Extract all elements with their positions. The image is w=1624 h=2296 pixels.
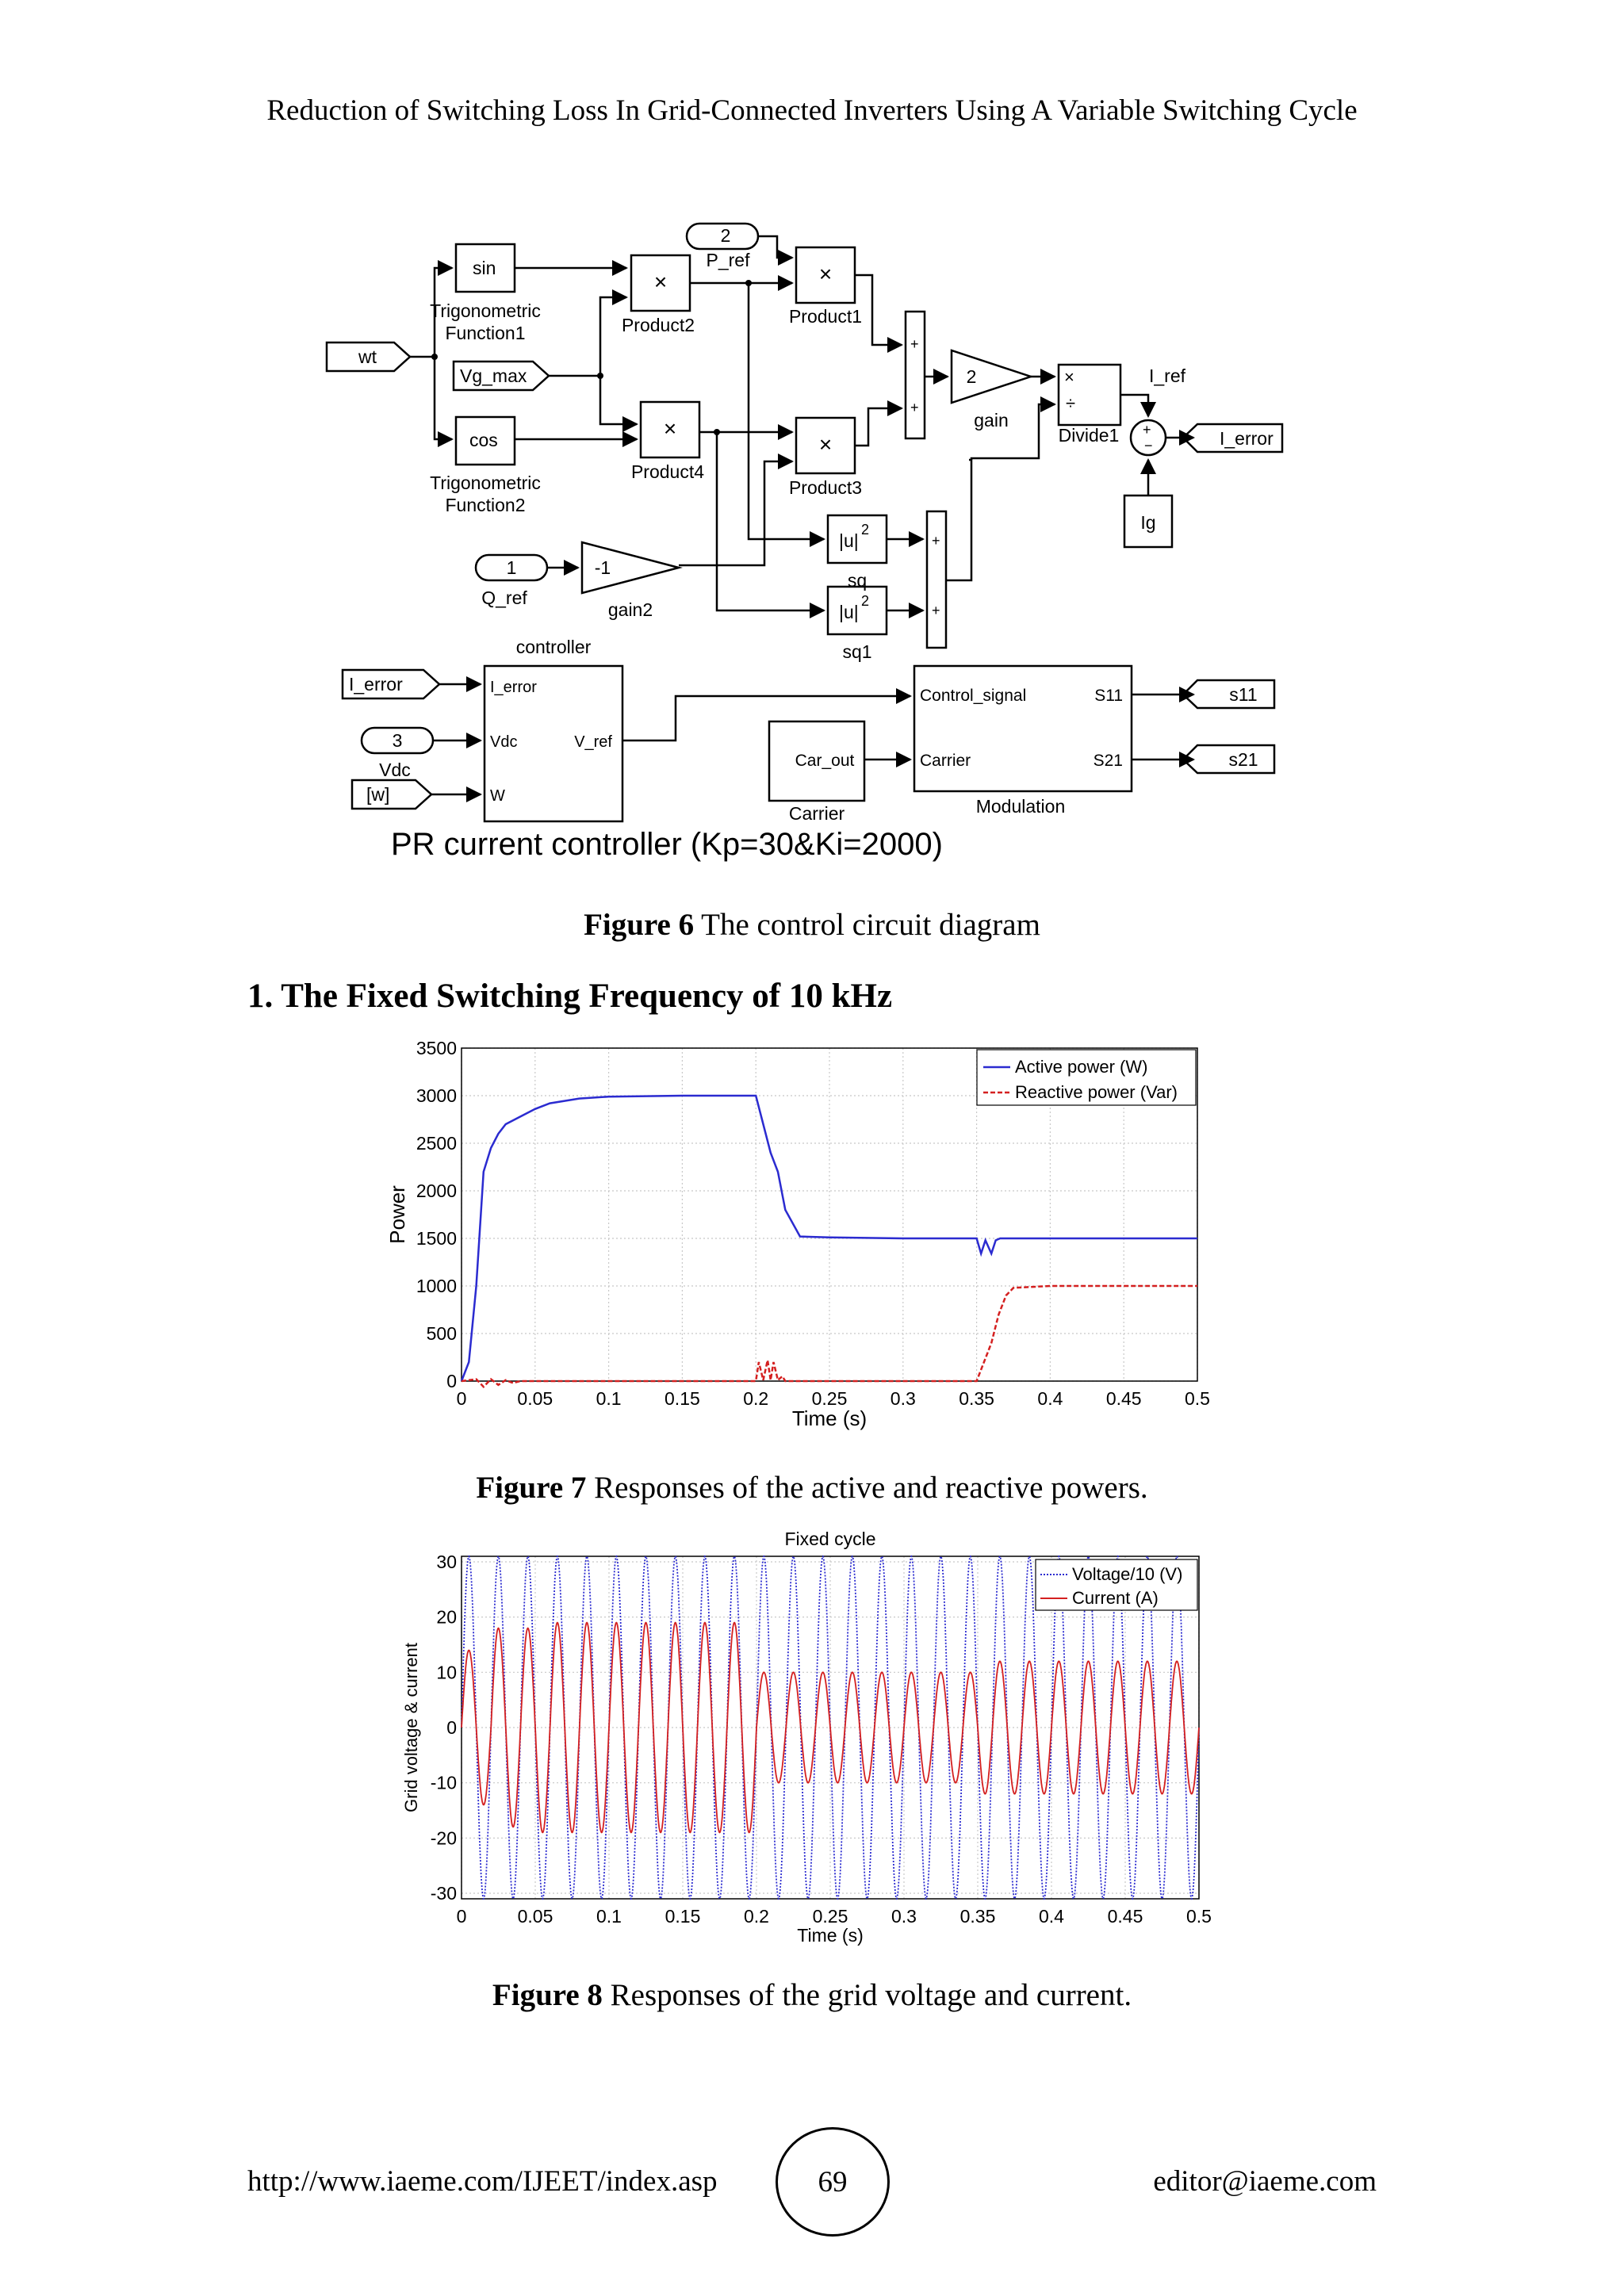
x-tick-label: 0.2: [743, 1388, 769, 1409]
x-tick-label: 0.5: [1185, 1388, 1210, 1409]
sq1-exponent: 2: [861, 593, 870, 609]
sq1-block-text: |u|: [839, 602, 859, 622]
x-tick-label: 0: [456, 1906, 467, 1927]
divide-mult-sign: ×: [1064, 367, 1074, 387]
legend-entry: Current (A): [1072, 1588, 1159, 1608]
trig2-label-1: Trigonometric: [430, 473, 541, 493]
subtract-minus: −: [1144, 438, 1153, 453]
x-tick-label: 0.2: [744, 1906, 769, 1927]
qref-label: Q_ref: [481, 587, 527, 608]
voltage-current-chart: [396, 1518, 1237, 1962]
pr-controller-title: PR current controller (Kp=30&Ki=2000): [391, 827, 943, 862]
modulation-port-carrier: Carrier: [920, 752, 971, 770]
x-tick-label: 0.05: [517, 1388, 553, 1409]
x-tick-label: 0.25: [812, 1906, 848, 1927]
y-tick-label: 20: [436, 1606, 457, 1628]
y-axis-label: Grid voltage & current: [401, 1643, 421, 1812]
modulation-port-s21: S21: [1093, 752, 1123, 770]
x-tick-label: 0.15: [665, 1906, 701, 1927]
divide-div-sign: ÷: [1066, 393, 1076, 413]
figure6-caption-label: Figure 6: [584, 908, 695, 942]
x-tick-label: 0.35: [959, 1388, 994, 1409]
sq-exponent: 2: [861, 522, 870, 538]
figure6-caption-text: The control circuit diagram: [694, 908, 1040, 942]
wt-label: wt: [358, 346, 377, 367]
product2-symbol: ×: [653, 270, 668, 294]
sq-label: sq: [847, 570, 868, 591]
modulation-port-control: Control_signal: [920, 687, 1027, 705]
product1-symbol: ×: [818, 262, 833, 286]
ierror-output-label: I_error: [1220, 428, 1274, 449]
y-tick-label: -20: [430, 1827, 457, 1849]
trig1-label-1: Trigonometric: [430, 300, 541, 321]
footer-url[interactable]: http://www.iaeme.com/IJEET/index.asp: [247, 2165, 718, 2198]
vgmax-label: Vg_max: [460, 365, 527, 386]
y-tick-label: 30: [436, 1551, 457, 1572]
sq1-label: sq1: [842, 641, 872, 662]
figure7-caption: [0, 1470, 1624, 1506]
trig1-label-2: Function1: [445, 323, 526, 343]
y-axis-label: Power: [385, 1185, 409, 1244]
gain-value: 2: [966, 366, 977, 387]
y-tick-label: 1000: [416, 1276, 457, 1296]
x-tick-label: 0.1: [596, 1388, 622, 1409]
x-tick-label: 0.15: [665, 1388, 700, 1409]
legend-entry: Reactive power (Var): [1015, 1082, 1178, 1102]
page-number: 69: [776, 2127, 890, 2237]
product3-symbol: ×: [818, 432, 833, 457]
legend-entry: Active power (W): [1015, 1057, 1148, 1077]
figure8-caption: [0, 1977, 1624, 2013]
x-tick-label: 0.3: [890, 1388, 916, 1409]
modulation-label: Modulation: [975, 796, 1066, 817]
carrier-port-label: Car_out: [795, 752, 855, 770]
x-axis-label: Time (s): [791, 1406, 868, 1430]
controller-label: controller: [515, 637, 592, 657]
section-heading: 1. The Fixed Switching Frequency of 10 kHz: [247, 978, 893, 1015]
y-tick-label: -10: [430, 1772, 457, 1793]
ierror-input-label: I_error: [349, 674, 403, 695]
product4-symbol: ×: [663, 416, 677, 441]
x-tick-label: 0.05: [517, 1906, 553, 1927]
iref-label: I_ref: [1148, 365, 1186, 386]
gain-label: gain: [974, 410, 1009, 430]
pref-number: 2: [720, 225, 731, 246]
controller-port-ierror: I_error: [490, 679, 537, 696]
cos-label: cos: [469, 430, 498, 450]
gain2-label: gain2: [607, 599, 653, 620]
trig2-label-2: Function2: [445, 495, 526, 515]
chart-title: Fixed cycle: [784, 1529, 876, 1549]
vdc-number: 3: [392, 730, 403, 751]
control-circuit-diagram: [317, 214, 1316, 872]
y-tick-label: 3000: [416, 1085, 457, 1106]
y-tick-label: 0: [446, 1717, 457, 1738]
controller-port-w: W: [490, 787, 505, 805]
qref-number: 1: [506, 557, 517, 578]
x-tick-label: 0.4: [1039, 1906, 1064, 1927]
legend-entry: Voltage/10 (V): [1072, 1564, 1183, 1584]
x-tick-label: 0: [456, 1388, 467, 1409]
x-tick-label: 0.3: [891, 1906, 917, 1927]
x-tick-label: 0.45: [1107, 1906, 1143, 1927]
footer-email[interactable]: editor@iaeme.com: [1153, 2165, 1377, 2198]
gain2-value: -1: [594, 557, 611, 578]
power-response-chart: [373, 1031, 1229, 1459]
sum1-plus-2: +: [910, 400, 919, 415]
y-tick-label: 1500: [416, 1228, 457, 1249]
figure8-caption-text: Responses of the grid voltage and current.: [602, 1978, 1132, 2012]
x-tick-label: 0.25: [811, 1388, 848, 1409]
divide-label: Divide1: [1058, 425, 1120, 446]
pref-label: P_ref: [706, 250, 750, 270]
sq-block-text: |u|: [839, 530, 859, 551]
figure8-caption-label: Figure 8: [492, 1978, 603, 2012]
figure7-caption-label: Figure 7: [476, 1471, 587, 1505]
w-tag-label: [w]: [366, 784, 390, 805]
x-tick-label: 0.4: [1037, 1388, 1063, 1409]
sin-label: sin: [473, 258, 496, 278]
product3-label: Product3: [788, 477, 863, 498]
y-tick-label: 500: [426, 1323, 457, 1344]
x-tick-label: 0.45: [1105, 1388, 1142, 1409]
modulation-port-s11: S11: [1094, 687, 1123, 705]
ig-label: Ig: [1140, 512, 1156, 533]
sum1-plus-1: +: [910, 336, 919, 352]
x-tick-label: 0.35: [959, 1906, 996, 1927]
y-tick-label: 2000: [416, 1181, 457, 1201]
y-tick-label: 10: [436, 1662, 457, 1683]
s11-label: s11: [1229, 684, 1258, 705]
product1-label: Product1: [788, 306, 863, 327]
x-tick-label: 0.1: [596, 1906, 622, 1927]
sum2-plus-1: +: [932, 533, 940, 549]
running-header: Reduction of Switching Loss In Grid-Connected Inverters Using A Variable Switching Cycle: [266, 94, 1358, 127]
carrier-label: Carrier: [788, 803, 845, 824]
figure7-caption-text: Responses of the active and reactive powers.: [586, 1471, 1148, 1505]
sum2-plus-2: +: [932, 603, 940, 618]
y-tick-label: -30: [430, 1883, 457, 1904]
s21-label: s21: [1228, 749, 1258, 770]
controller-port-vdc: Vdc: [490, 733, 518, 751]
figure6-caption: [0, 907, 1624, 943]
vdc-label: Vdc: [379, 760, 411, 780]
y-tick-label: 2500: [416, 1133, 457, 1154]
y-tick-label: 3500: [416, 1038, 457, 1058]
subtract-plus: +: [1143, 422, 1151, 438]
controller-port-vref: V_ref: [574, 733, 612, 751]
product2-label: Product2: [621, 315, 695, 335]
x-axis-label: Time (s): [797, 1925, 864, 1946]
x-tick-label: 0.5: [1186, 1906, 1212, 1927]
product4-label: Product4: [630, 461, 705, 482]
y-tick-label: 0: [446, 1371, 457, 1391]
